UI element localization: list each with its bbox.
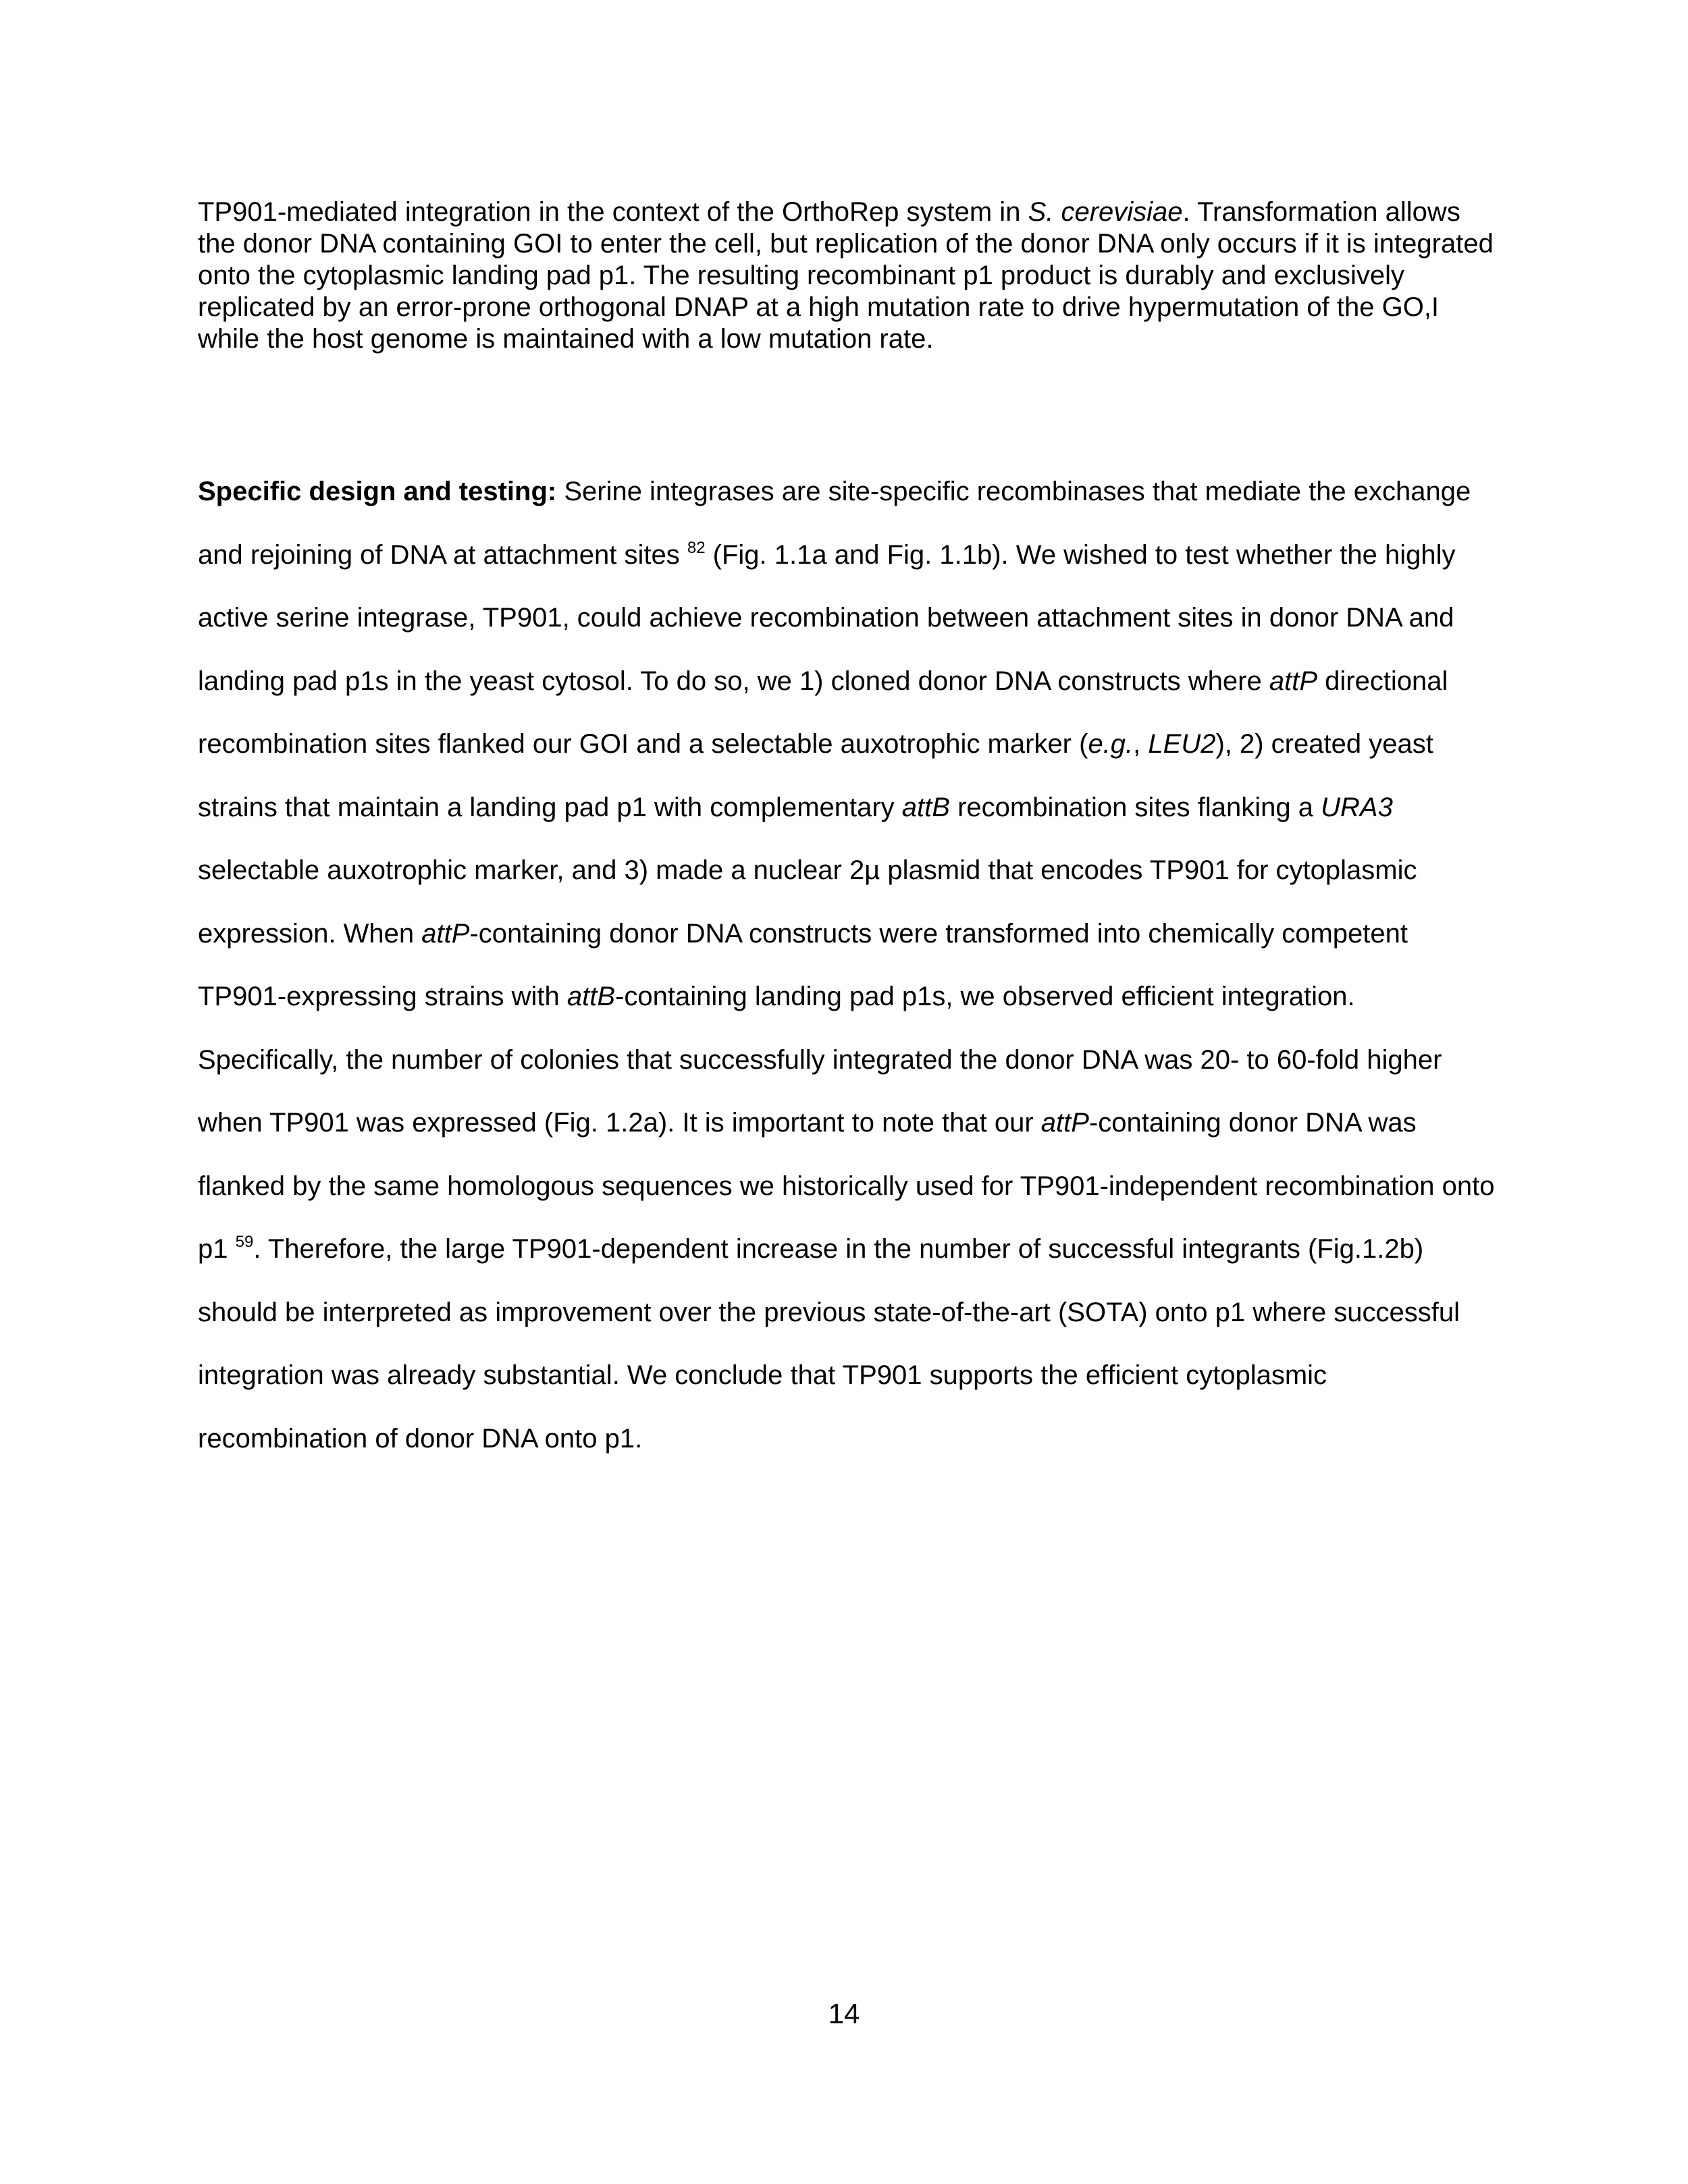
gene-term: attP: [1269, 666, 1317, 696]
citation-ref: 59: [235, 1233, 254, 1251]
paragraph-text: -containing donor DNA constructs were transformed into chemically competent TP901-expressing strains with: [198, 918, 1408, 1011]
paragraph-text: -containing landing pad p1s, we observed efficient integration. Specifically, the number of colonies that successfully integrated the donor DNA was 20- to 60-fold higher when TP901 was expressed (Fig. 1.2a). It is important to note that our: [198, 982, 1442, 1138]
paragraph-text: ,: [1133, 729, 1149, 759]
caption-text: . Transformation allows the donor DNA containing GOI to enter the cell, but replication of the donor DNA only occurs if it is integrated onto the cytoplasmic landing pad p1. The resulting recombinant p1 product is durably and exclusively replicated by an error-prone orthogonal DNAP at a high mutation rate to drive hypermutation of the GO,I while the host genome is maintained with a low mutation rate.: [198, 197, 1494, 354]
body-paragraph: [198, 460, 1501, 1470]
species-name: S. cerevisiae: [1028, 197, 1183, 227]
paragraph-text: recombination sites flanking a: [949, 792, 1321, 822]
gene-term: LEU2: [1148, 729, 1216, 759]
gene-term: URA3: [1321, 792, 1393, 822]
paragraph-text: selectable auxotrophic marker, and 3) made a nuclear 2µ plasmid that encodes TP901 for cytoplasmic expression. When: [198, 855, 1417, 949]
gene-term: attP: [421, 918, 470, 949]
citation-ref: 82: [687, 538, 706, 557]
gene-term: attB: [901, 792, 950, 822]
page-number: 14: [828, 1998, 860, 2029]
paragraph-text: directional recombination sites flanked our GOI and a selectable auxotrophic marker (: [198, 666, 1448, 759]
section-lead: Specific design and testing:: [198, 477, 557, 506]
figure-caption: [198, 196, 1501, 355]
paragraph-text: (Fig. 1.1a and Fig. 1.1b). We wished to test whether the highly active serine integrase, TP901, could achieve recombination between attachment sites in donor DNA and landing pad p1s in the yeast cytosol. To do so, we 1) cloned donor DNA constructs where: [198, 539, 1456, 696]
caption-text: TP901-mediated integration in the context of the OrthoRep system in: [198, 197, 1028, 227]
paragraph-text: ), 2) created yeast strains that maintain a landing pad p1 with complementary: [198, 729, 1433, 822]
gene-term: attB: [566, 982, 616, 1011]
gene-term: attP: [1040, 1108, 1089, 1138]
paragraph-text: -containing donor DNA was flanked by the same homologous sequences we historically used for TP901-independent recombination onto p1: [198, 1108, 1495, 1264]
paragraph-text: . Therefore, the large TP901-dependent increase in the number of successful integrants (Fig.1.2b) should be interpreted as improvement over the previous state-of-the-art (SOTA) onto p1 where successful integration was already substantial. We conclude that TP901 supports the efficient cytoplasmic recombination of donor DNA onto p1.: [198, 1234, 1460, 1454]
paragraph-text: Serine integrases are site-specific recombinases that mediate the exchange and rejoining of DNA at attachment sites: [198, 477, 1471, 570]
gene-term: e.g.: [1088, 729, 1134, 759]
